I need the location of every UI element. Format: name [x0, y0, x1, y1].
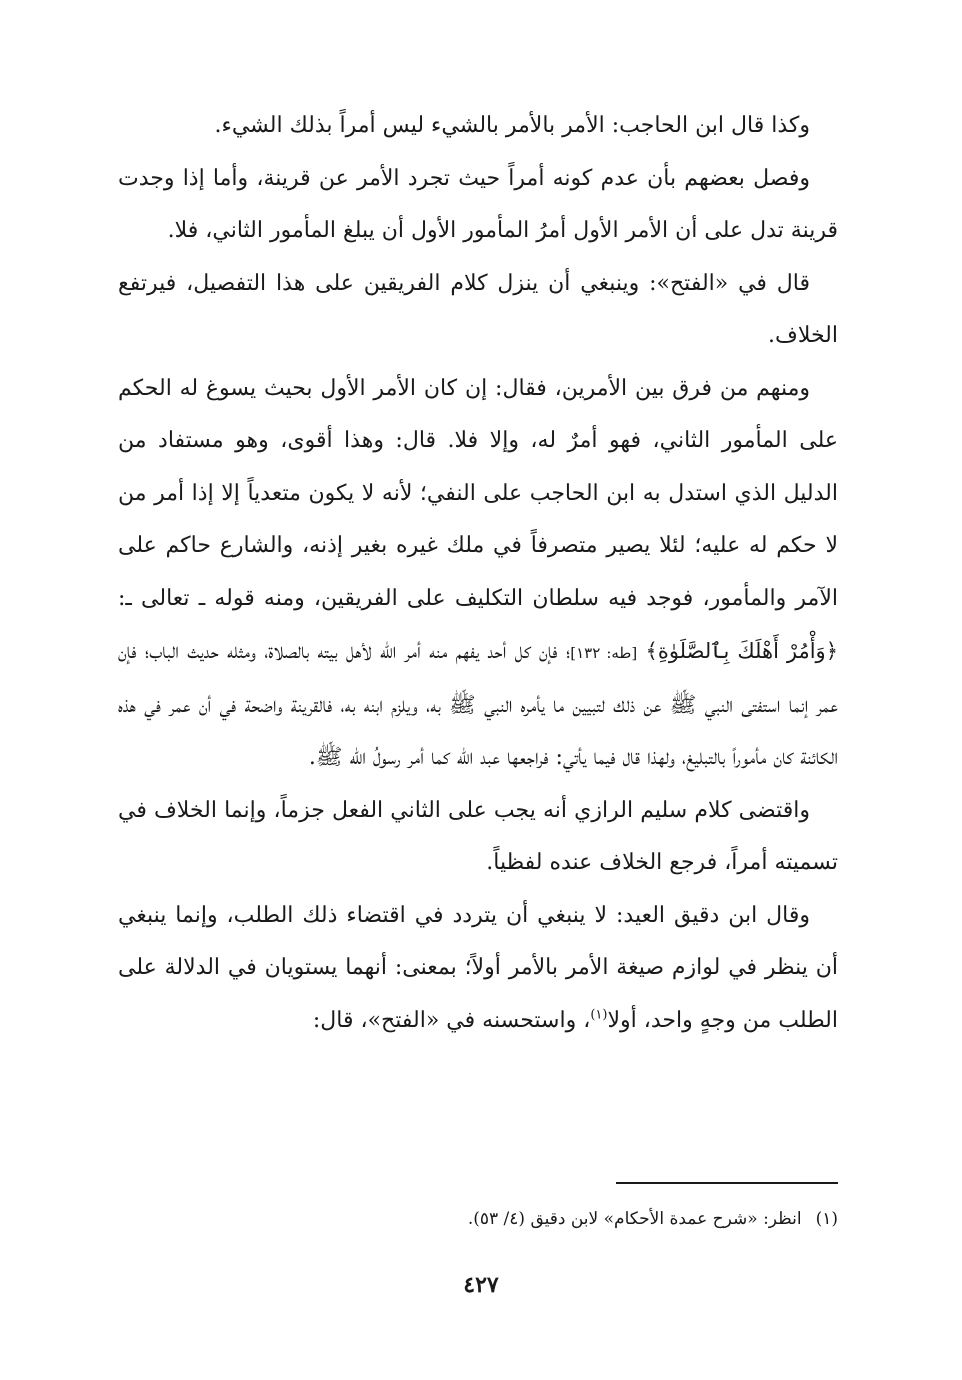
footnote-divider — [616, 1182, 838, 1184]
page-number: ٤٢٧ — [463, 1272, 499, 1298]
paragraph-fath: قال في «الفتح»: وينبغي أن ينزل كلام الفريقين على هذا التفصيل، فيرتفع الخلاف. — [118, 270, 838, 348]
paragraph-razi: واقتضى كلام سليم الرازي أنه يجب على الثاني الفعل جزماً، وإنما الخلاف في تسميته أمراً، فرجع الخلاف عنده لفظياً. — [118, 797, 838, 875]
footnote-text: انظر: «شرح عمدة الأحكام» لابن دقيق (٤/ ٥٣). — [467, 1209, 802, 1229]
surah-reference: [طه: ١٣٢] — [570, 644, 638, 662]
main-text — [118, 100, 838, 1047]
paragraph-ibn-hajib: وكذا قال ابن الحاجب: الأمر بالأمر بالشيء ليس أمراً بذلك الشيء. — [214, 113, 810, 138]
footnote-number: (١) — [815, 1209, 838, 1229]
footnote-marker: (١) — [590, 1007, 608, 1023]
paragraph-daqiq-before: وقال ابن دقيق العيد: لا ينبغي أن يتردد في اقتضاء ذلك الطلب، وإنما ينبغي أن ينظر في لوازم صيغة الأمر بالأمر أولاً؛ بمعنى: أنهما يستويان في الدلالة على الطلب من وجهٍ واحد، أولا — [118, 902, 838, 1033]
paragraph-daqiq — [118, 890, 838, 1048]
footnote — [124, 1205, 838, 1233]
paragraph-tafsil: وفصل بعضهم بأن عدم كونه أمراً حيث تجرد الأمر عن قرينة، وأما إذا وجدت قرينة تدل على أن الأمر الأول أمرُ المأمور الأول أن يبلغ المأمور الثاني، فلا. — [118, 165, 838, 243]
paragraph-daqiq-after: ، واستحسنه في «الفتح»، قال: — [312, 1007, 591, 1033]
paragraph-farq — [118, 363, 838, 785]
paragraph-farq-after: ؛ فإن كل أحد يفهم منه أمر الله لأهل بيته بالصلاة، ومثله حديث الباب؛ فإن عمر إنما استفتى النبي ﷺ عن ذلك لتبيين ما يأمره النبي ﷺ به، ويلزم ابنه به، فالقرينة واضحة في أن عمر في هذه الكائنة كان مأموراً بالتبليغ، ولهذا قال فيما يأتي: فراجعها عبد الله كما أمر رسولُ الله ﷺ. — [118, 639, 838, 770]
paragraph-farq-before: ومنهم من فرق بين الأمرين، فقال: إن كان الأمر الأول بحيث يسوغ له الحكم على المأمور الثاني، فهو أمرٌ له، وإلا فلا. قال: وهذا أقوى، وهو مستفاد من الدليل الذي استدل به ابن الحاجب على النفي؛ لأنه لا يكون متعدياً إلا إذا أمر من لا حكم له عليه؛ لئلا يصير متصرفاً في ملك غيره بغير إذنه، والشارع حاكم على الآمر والمأمور، فوجد فيه سلطان التكليف على الفريقين، ومنه قوله ـ تعالى ـ: — [118, 375, 838, 611]
quran-verse: ﴿وَأْمُرْ أَهْلَكَ بِٱلصَّلَوٰةِ﴾ — [645, 639, 839, 663]
